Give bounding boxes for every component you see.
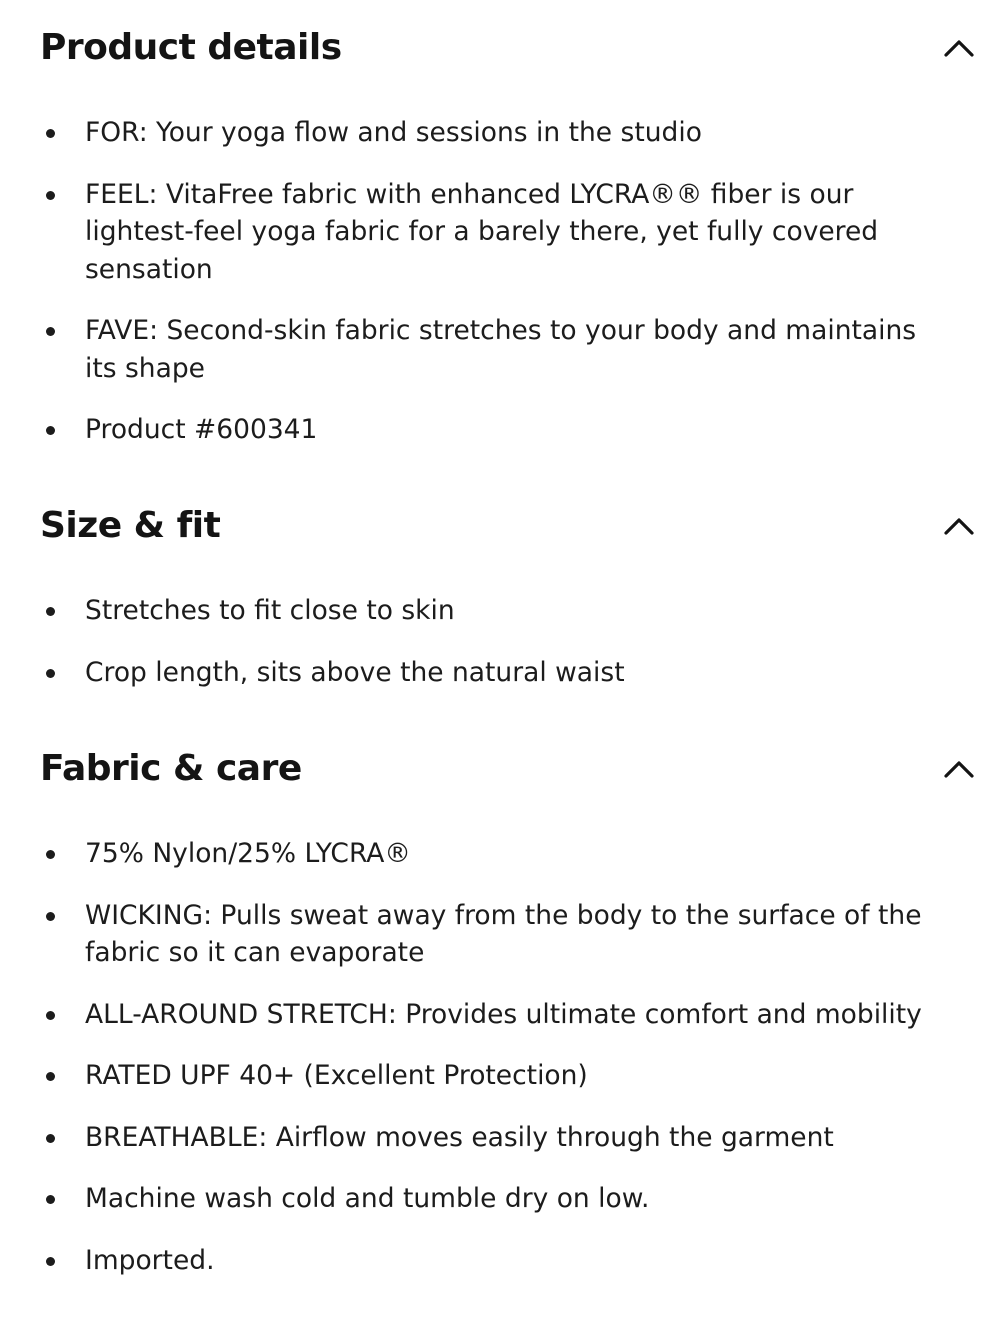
list-item: FOR: Your yoga flow and sessions in the studio <box>40 114 940 152</box>
section-header-size-fit[interactable] <box>40 498 980 554</box>
list-item: Crop length, sits above the natural waist <box>40 654 940 692</box>
list-item: BREATHABLE: Airflow moves easily through the garment <box>40 1119 940 1157</box>
list-item: FAVE: Second-skin fabric stretches to your body and maintains its shape <box>40 312 940 387</box>
section-title-product-details: Product details <box>40 27 342 68</box>
list-item: Imported. <box>40 1242 940 1280</box>
section-title-fabric-care: Fabric & care <box>40 748 302 789</box>
chevron-up-icon[interactable] <box>942 31 976 65</box>
product-details-list <box>40 114 940 449</box>
section-title-size-fit: Size & fit <box>40 505 221 546</box>
list-item: Stretches to fit close to skin <box>40 592 940 630</box>
section-header-product-details[interactable] <box>40 20 980 76</box>
chevron-up-icon[interactable] <box>942 509 976 543</box>
list-item: WICKING: Pulls sweat away from the body to the surface of the fabric so it can evaporate <box>40 897 940 972</box>
list-item: FEEL: VitaFree fabric with enhanced LYCRA®® fiber is our lightest-feel yoga fabric for a barely there, yet fully covered sensation <box>40 176 940 289</box>
section-header-fabric-care[interactable] <box>40 741 980 797</box>
list-item: Product #600341 <box>40 411 940 449</box>
fabric-care-list <box>40 835 940 1279</box>
size-fit-list <box>40 592 940 691</box>
list-item: Machine wash cold and tumble dry on low. <box>40 1180 940 1218</box>
chevron-up-icon[interactable] <box>942 752 976 786</box>
list-item: ALL-AROUND STRETCH: Provides ultimate comfort and mobility <box>40 996 940 1034</box>
list-item: RATED UPF 40+ (Excellent Protection) <box>40 1057 940 1095</box>
list-item: 75% Nylon/25% LYCRA® <box>40 835 940 873</box>
